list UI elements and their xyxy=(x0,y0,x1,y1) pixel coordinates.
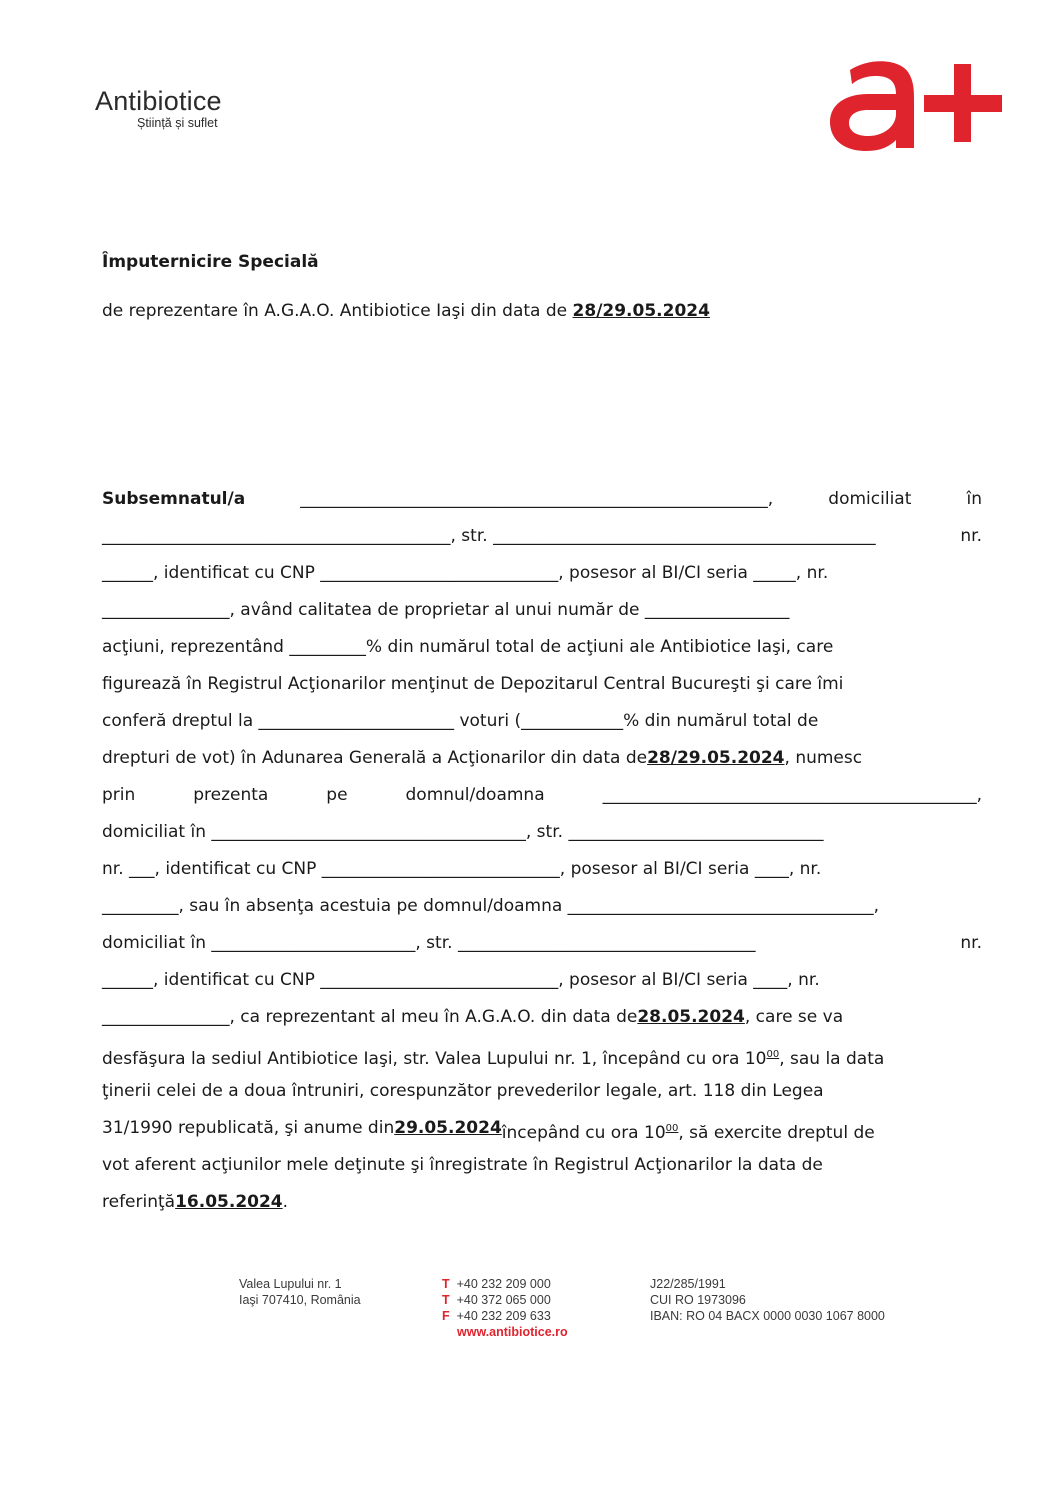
body-text: nr. xyxy=(960,933,982,953)
body-line-4 xyxy=(102,592,982,629)
representative-name-field: ____________________________________________, xyxy=(602,785,982,805)
company-logo-text xyxy=(95,86,222,130)
body-line-6 xyxy=(102,666,982,703)
registry-line: CUI RO 1973096 xyxy=(650,1293,746,1307)
body-line-14 xyxy=(102,962,982,999)
body-text: domiciliat în _____________________________________, str. ______________________________ xyxy=(102,822,824,842)
body-line-19 xyxy=(102,1147,982,1184)
document-title: Împuternicire Specială xyxy=(102,252,319,272)
body-text: ______, identificat cu CNP ____________________________, posesor al BI/CI seria _____, nr. xyxy=(102,563,829,583)
body-text: vot aferent acţiunilor mele deţinute şi înregistrate în Registrul Acţionarilor la data de xyxy=(102,1155,823,1175)
body-line-5 xyxy=(102,629,982,666)
body-line-7 xyxy=(102,703,982,740)
body-text: începând cu ora $10^{00}$, să exercite dreptul de xyxy=(501,1123,875,1143)
meeting-date: 28/29.05.2024 xyxy=(647,748,785,768)
body-text: în xyxy=(966,489,982,509)
document-subtitle xyxy=(102,301,710,321)
address-line: Iaşi 707410, România xyxy=(239,1293,361,1307)
address-line: Valea Lupului nr. 1 xyxy=(239,1277,342,1291)
a-plus-logo-icon xyxy=(828,56,1002,152)
phone-line: T +40 232 209 000 xyxy=(442,1277,551,1291)
body-text: nr. ___, identificat cu CNP ____________________________, posesor al BI/CI seria ____, nr. xyxy=(102,859,822,879)
body-line-2 xyxy=(102,518,982,555)
body-text: ______, identificat cu CNP ____________________________, posesor al BI/CI seria ____, nr. xyxy=(102,970,820,990)
body-text: 31/1990 republicată, şi anume din xyxy=(102,1118,395,1138)
document-body xyxy=(102,481,982,1221)
subsemnatul-label: Subsemnatul/a xyxy=(102,489,246,509)
body-line-8 xyxy=(102,740,982,777)
time-superscript: 00 xyxy=(665,1123,679,1134)
brand-name: Antibiotice xyxy=(95,86,222,116)
body-text: _________________________________________, str. _____________________________________________ xyxy=(102,526,876,546)
body-text: prin xyxy=(102,785,136,805)
fax-line: F +40 232 209 633 xyxy=(442,1309,551,1323)
body-line-3 xyxy=(102,555,982,592)
agao-date: 28.05.2024 xyxy=(637,1007,745,1027)
body-text: , care se va xyxy=(744,1007,844,1027)
body-text: _______________, ca reprezentant al meu în A.G.A.O. din data de xyxy=(102,1007,638,1027)
footer-contact xyxy=(442,1276,568,1340)
body-text: prezenta xyxy=(193,785,269,805)
registry-line: IBAN: RO 04 BACX 0000 0030 1067 8000 xyxy=(650,1309,885,1323)
phone-line: T +40 372 065 000 xyxy=(442,1293,551,1307)
body-text: . xyxy=(282,1192,289,1212)
body-text: _________, sau în absenţa acestuia pe domnul/doamna ____________________________________, xyxy=(102,896,880,916)
reference-date: 16.05.2024 xyxy=(175,1192,283,1212)
body-line-13 xyxy=(102,925,982,962)
body-text: nr. xyxy=(960,526,982,546)
body-text: _______________, având calitatea de proprietar al unui număr de _________________ xyxy=(102,600,790,620)
body-line-16 xyxy=(102,1036,982,1073)
body-text: domnul/doamna xyxy=(405,785,545,805)
body-text: figurează în Registrul Acţionarilor menţinut de Depozitarul Central Bucureşti şi care îmi xyxy=(102,674,844,694)
footer-registry xyxy=(650,1276,885,1324)
body-line-1 xyxy=(102,481,982,518)
body-text: referinţă xyxy=(102,1192,176,1212)
body-text: pe xyxy=(326,785,348,805)
body-text: ţinerii celei de a doua întruniri, corespunzător prevederilor legale, art. 118 din Legea xyxy=(102,1081,824,1101)
subtitle-text: de reprezentare în A.G.A.O. Antibiotice Iaşi din data de xyxy=(102,301,568,321)
body-text: domiciliat în ________________________, str. ___________________________________ xyxy=(102,933,756,953)
name-field: _______________________________________________________, xyxy=(300,489,774,509)
body-text: conferă dreptul la _______________________ voturi (____________% din numărul total de xyxy=(102,711,819,731)
body-line-11 xyxy=(102,851,982,888)
body-line-10 xyxy=(102,814,982,851)
body-text: desfăşura la sediul Antibiotice Iaşi, str. Valea Lupului nr. 1, începând cu ora $10^{00}$, sau la data xyxy=(102,1049,885,1069)
second-meeting-date: 29.05.2024 xyxy=(394,1118,502,1138)
body-text: acţiuni, reprezentând _________% din numărul total de acţiuni ale Antibiotice Iaşi, care xyxy=(102,637,834,657)
body-line-12 xyxy=(102,888,982,925)
body-line-9 xyxy=(102,777,982,814)
website-link[interactable]: www.antibiotice.ro xyxy=(457,1325,568,1339)
body-line-17 xyxy=(102,1073,982,1110)
registry-line: J22/285/1991 xyxy=(650,1277,726,1291)
body-text: , numesc xyxy=(784,748,863,768)
body-line-20 xyxy=(102,1184,982,1221)
subtitle-date: 28/29.05.2024 xyxy=(572,301,710,321)
body-line-18 xyxy=(102,1110,982,1147)
time-superscript: 00 xyxy=(766,1049,780,1060)
body-line-15 xyxy=(102,999,982,1036)
brand-tagline: Știință și suflet xyxy=(137,116,218,130)
body-text: drepturi de vot) în Adunarea Generală a Acţionarilor din data de xyxy=(102,748,648,768)
body-text: domiciliat xyxy=(828,489,912,509)
footer-address xyxy=(239,1276,361,1308)
